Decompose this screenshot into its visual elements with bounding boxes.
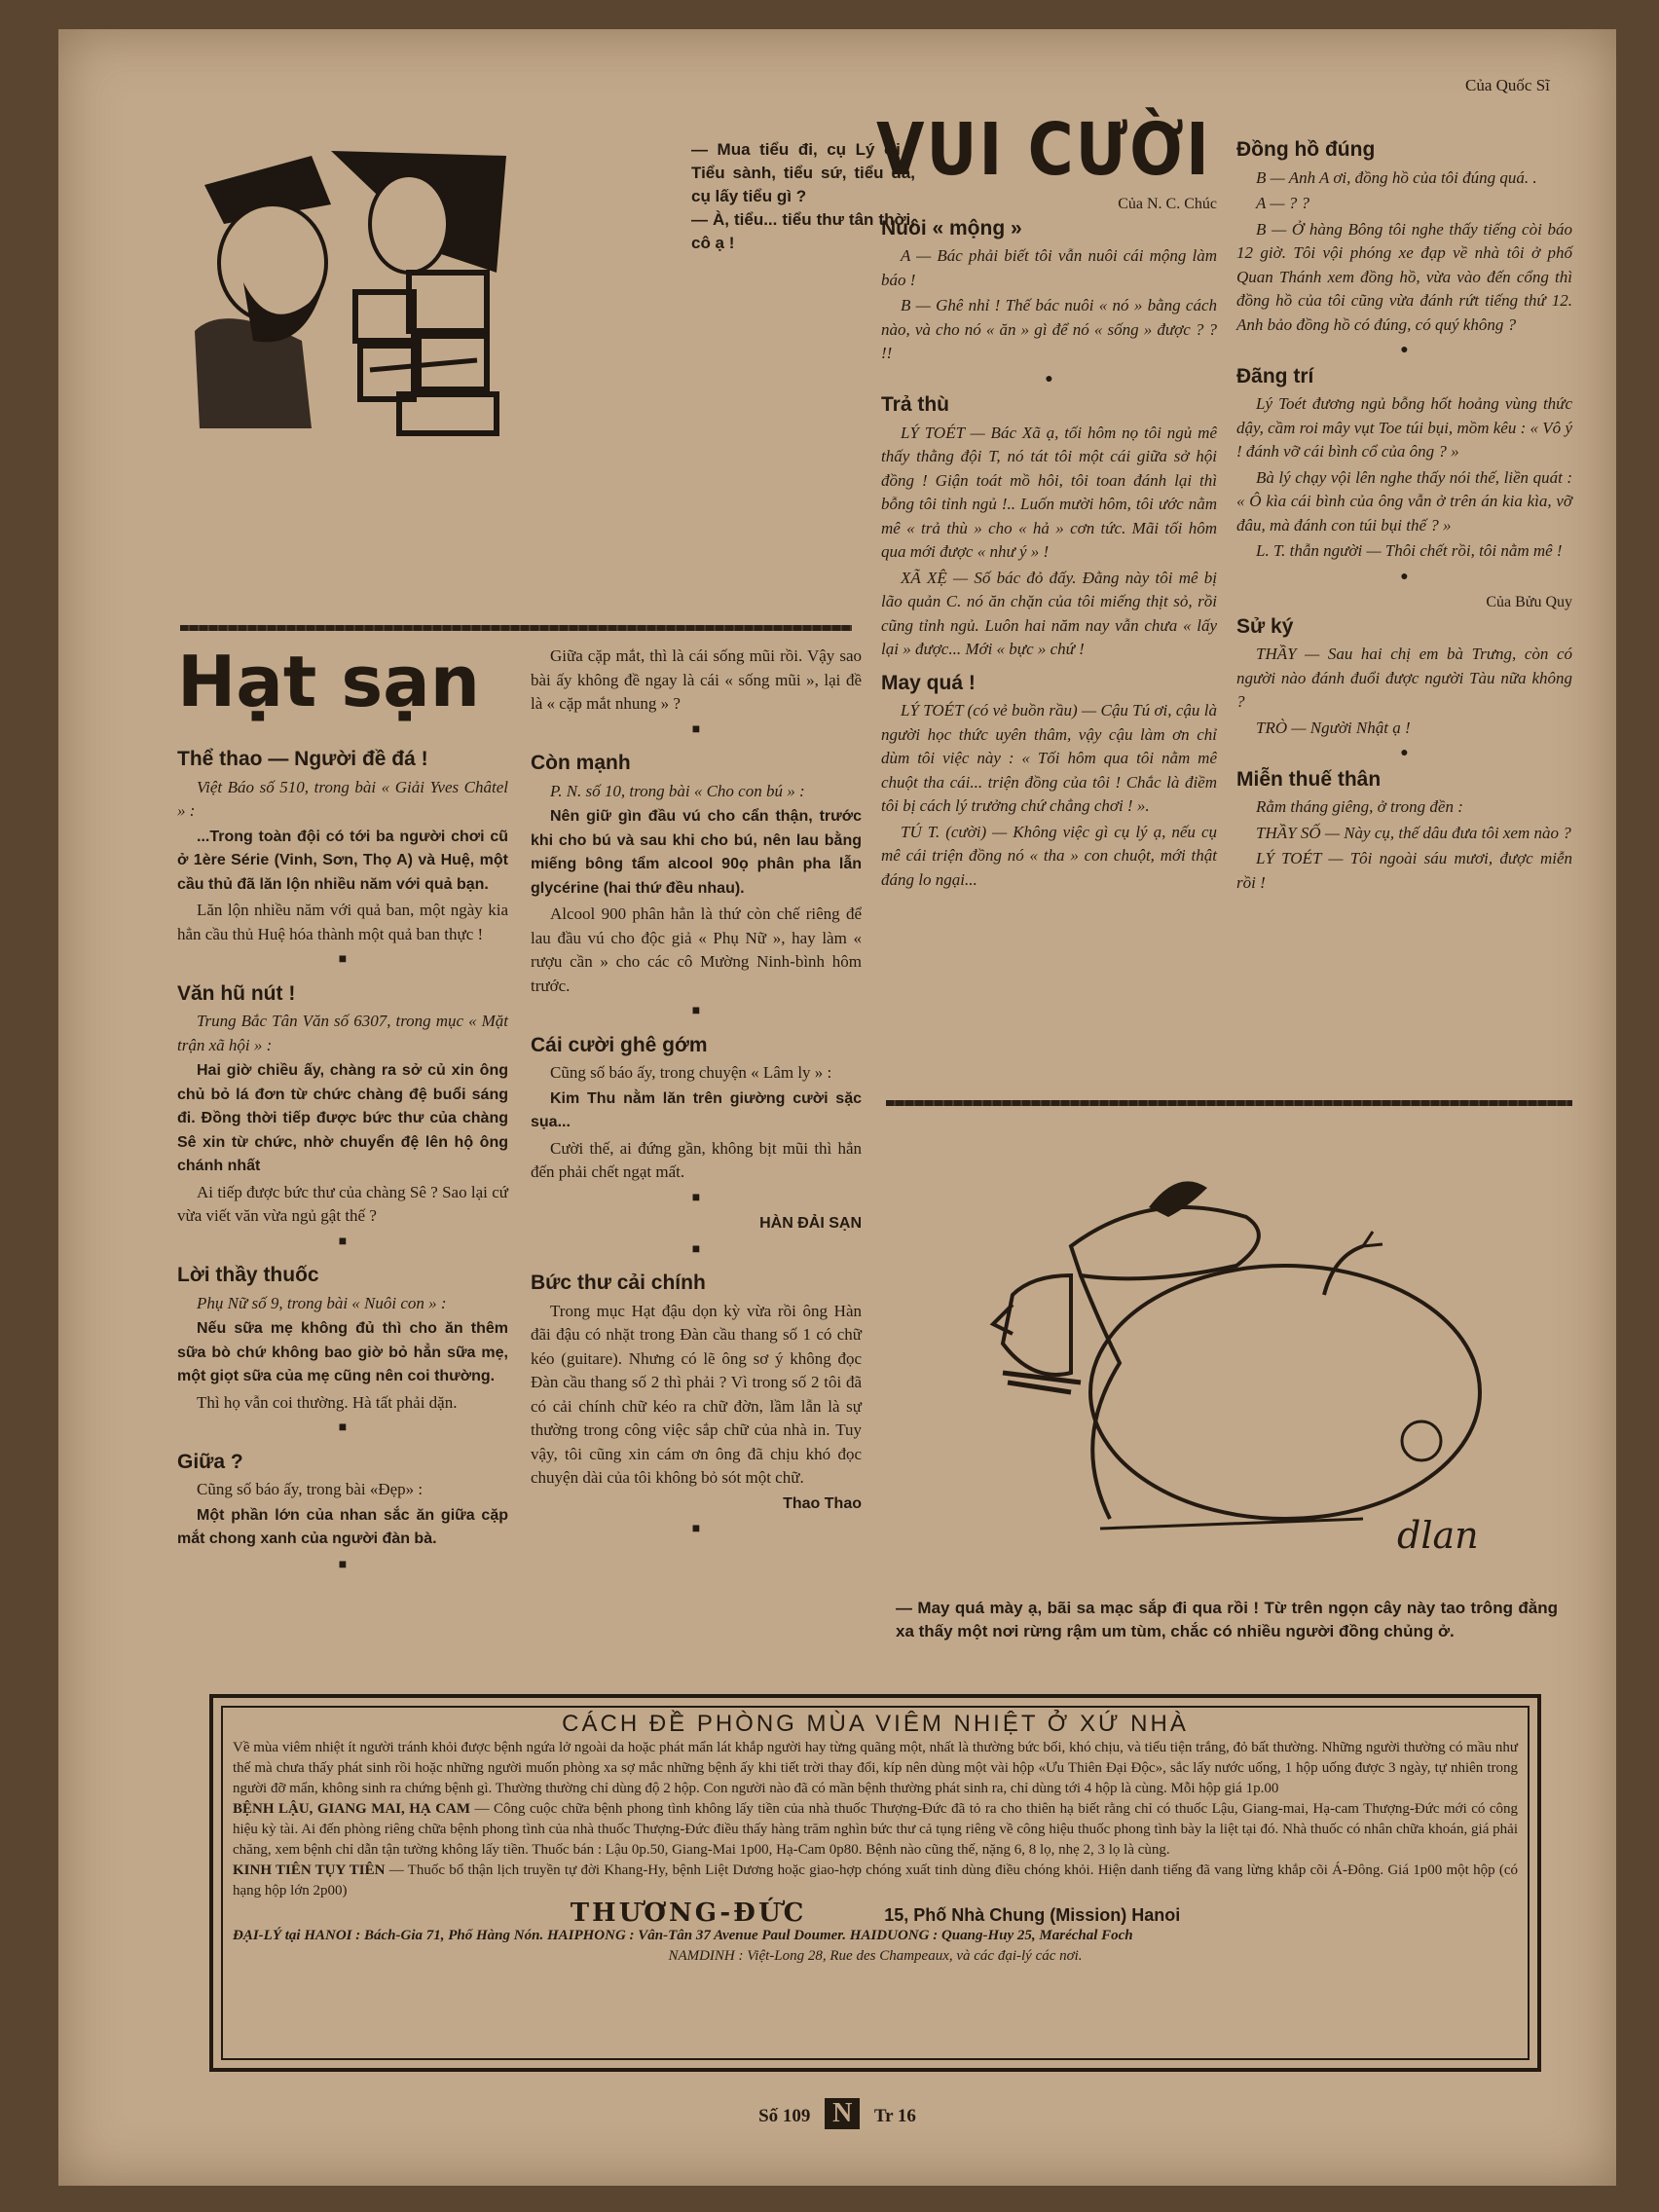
separator-dot: ● bbox=[1045, 371, 1053, 387]
paragraph: Ai tiếp được bức thư của chàng Sê ? Sao lại cứ vừa viết văn vừa ngủ gật thế ? bbox=[177, 1182, 508, 1225]
paragraph: L. T. thẫn người — Thôi chết rồi, tôi nằm mê ! bbox=[1256, 541, 1563, 560]
su-ky-byline: Của Bửu Quy bbox=[1486, 594, 1572, 610]
paragraph: THẦY SỐ — Này cụ, thế dâu đưa tôi xem nào ? bbox=[1256, 823, 1571, 842]
cartoon-signature: dlan bbox=[1397, 1514, 1479, 1557]
paragraph: TRÒ — Người Nhật ạ ! bbox=[1256, 718, 1411, 737]
paragraph: Giữa cặp mắt, thì là cái sống mũi rồi. Vậy sao bài ấy không đề ngay là cái « sống mũi », lại đề là « cặp mắt nhung » ? bbox=[531, 646, 862, 713]
separator-dot: ● bbox=[1400, 569, 1409, 584]
separator-square: ■ bbox=[338, 1234, 348, 1249]
paragraph: LÝ TOÉT — Tôi ngoài sáu mươi, được miễn rồi ! bbox=[1236, 849, 1572, 892]
paragraph: Alcool 900 phân hẳn là thứ còn chế riêng để lau đầu vú cho độc giả « Phụ Nữ », hay làm « rượu cần » cho các cô Mường Ninh-bình hôm trước. bbox=[531, 904, 862, 995]
paragraph: Nên giữ gìn đầu vú cho cẩn thận, trước khi cho bú và sau khi cho bú, nên lau bằng miếng bông tẩm alcool 90ọ phân pha lẫn glycérine (hai thứ đều nhau). bbox=[531, 808, 862, 897]
page-footer bbox=[58, 2098, 1616, 2129]
paragraph: B — Anh A ơi, đồng hồ của tôi đúng quá. . bbox=[1256, 167, 1537, 187]
paragraph: B — Ghê nhỉ ! Thế bác nuôi « nó » bằng cách nào, và cho nó « ăn » gì để nó « sống » được ? ? !! bbox=[881, 296, 1217, 362]
author-signature: Thao Thao bbox=[783, 1494, 862, 1512]
paragraph: A — Bác phải biết tôi vẫn nuôi cái mộng làm báo ! bbox=[881, 246, 1217, 289]
ad-paragraph-3 bbox=[233, 1861, 1518, 1901]
paragraph: XÃ XỆ — Số bác đỏ đấy. Đằng này tôi mê bị lão quản C. nó ăn chặn của tôi miếng thịt sỏ, rồi cũng tỉnh ngủ. Luôn hai năm nay vẫn chưa « lấy lại » được... Mới « bực » chứ ! bbox=[881, 568, 1217, 658]
paragraph: Cũng số báo ấy, trong chuyện « Lâm ly » : bbox=[550, 1063, 832, 1082]
section-heading: Trả thù bbox=[881, 393, 950, 416]
separator-square: ■ bbox=[691, 721, 701, 737]
paragraph: Lăn lộn nhiều năm với quả ban, một ngày kia hẳn cầu thủ Huệ hóa thành một quả ban thực ! bbox=[177, 901, 508, 943]
paragraph: TÚ T. (cười) — Không việc gì cụ lý ạ, nếu cụ mê cái triện đồng nó « tha » con chuột, mới thật đáng lo ngại... bbox=[881, 822, 1217, 889]
paragraph: Cười thế, ai đứng gần, không bịt mũi thì hẳn đến phải chết ngạt mất. bbox=[531, 1138, 862, 1181]
ad-agents-2: NAMDINH : Việt-Long 28, Rue des Champeaux, và các đại-lý các nơi. bbox=[668, 1948, 1083, 1964]
ad-address: 15, Phố Nhà Chung (Mission) Hanoi bbox=[884, 1905, 1181, 1925]
separator-dot: ● bbox=[1400, 343, 1409, 357]
separator-square: ■ bbox=[338, 952, 348, 967]
divider-rule bbox=[886, 1100, 1572, 1106]
dialogue-line-2: — À, tiểu... tiểu thư tân thời, cô ạ ! bbox=[691, 210, 915, 252]
paragraph: Rằm tháng giêng, ở trong đền : bbox=[1256, 797, 1463, 816]
section-heading: Giữa ? bbox=[177, 1450, 243, 1473]
section-heading: Sử ký bbox=[1236, 614, 1294, 638]
magazine-page bbox=[58, 29, 1616, 2186]
ad-agents-1: ĐẠI-LÝ tại HANOI : Bách-Gia 71, Phố Hàng Nón. HAIPHONG : Vân-Tân 37 Avenue Paul Doumer. HAIDUONG : Quang-Huy 25, Maréchal Foch bbox=[233, 1928, 1133, 1943]
vui-cuoi-byline: Của N. C. Chúc bbox=[1118, 196, 1217, 212]
paragraph: Kim Thu nằm lăn trên giường cười sặc sụa... bbox=[531, 1089, 862, 1130]
paragraph: Việt Báo số 510, trong bài « Giải Yves Châtel » : bbox=[177, 777, 508, 820]
hat-san-title: Hạt sạn bbox=[177, 641, 481, 722]
hat-san-column-1 bbox=[177, 738, 508, 1579]
separator-square: ■ bbox=[691, 1522, 701, 1536]
section-heading: May quá ! bbox=[881, 671, 976, 694]
paragraph: LÝ TOÉT — Bác Xã ạ, tối hôm nọ tôi ngủ mê thấy thằng đội T, nó tát tôi một cái giữa sở hội đồng ! Giận toát mồ hôi, tôi toan đánh lại thì bỗng tôi tỉnh ngủ !.. Luốn mười hôm, tôi ước nằm mê « trả thù » cho « hả » cơn tức. Mãi tối hôm qua mới được « như ý » ! bbox=[881, 423, 1217, 561]
separator-square: ■ bbox=[691, 1004, 701, 1018]
section-heading: Thể thao — Người đề đá ! bbox=[177, 748, 428, 770]
page-number: Tr 16 bbox=[873, 2106, 916, 2126]
author-signature: HÀN ĐẢI SẠN bbox=[759, 1215, 862, 1232]
paragraph: Trung Bắc Tân Văn số 6307, trong mục « Mặt trận xã hội » : bbox=[177, 1012, 508, 1054]
section-heading: Bức thư cải chính bbox=[531, 1272, 706, 1294]
ad-brand-row bbox=[233, 1899, 1518, 1928]
section-heading: Văn hũ nút ! bbox=[177, 981, 296, 1005]
cartoon-caption: — May quá mày ạ, bãi sa mạc sắp đi qua rồi ! Từ trên ngọn cây này tao trông đằng xa thấy một nơi rừng rậm um tùm, chắc có nhiều người đồng chủng ở. bbox=[896, 1599, 1558, 1641]
paragraph: Thì họ vẫn coi thường. Hà tất phải dặn. bbox=[197, 1392, 458, 1412]
issue-number: Số 109 bbox=[758, 2106, 811, 2126]
ad-text: — Thuốc bổ thận lịch truyền tự đời Khang-Hy, bệnh Liệt Dương hoặc giao-hợp chóng xuất tinh dùng điều chóng khỏi. Hiện danh tiếng đã vang lừng khắp cõi Á-Đông. Giá 1p00 một hộp (có hạng hộp lớn 2p00) bbox=[233, 1862, 1519, 1899]
section-heading: Còn mạnh bbox=[531, 752, 631, 774]
section-heading: Miễn thuế thân bbox=[1236, 767, 1382, 791]
divider-rule bbox=[180, 625, 852, 631]
separator-square: ■ bbox=[338, 1420, 348, 1435]
paragraph: LÝ TOÉT (có vẻ buồn rầu) — Cậu Tú ơi, cậu là người học thức uyên thâm, vậy cậu làm ơn chỉ dùm tôi việc này : « Tối hôm qua tôi nằm mê chuột tha cái... triện đồng của tôi ! Chắc là điềm tôi bị cách lý trưởng chứ chẳng chơi ! ». bbox=[881, 701, 1217, 815]
ad-title: CÁCH ĐỀ PHÒNG MÙA VIÊM NHIỆT Ở XỨ NHÀ bbox=[562, 1711, 1189, 1737]
ad-paragraph-1: Về mùa viêm nhiệt ít người tránh khỏi được bệnh ngứa lở ngoài da hoặc phát mẩn lát khắp người hay từng quãng một, nhất là thường bức bối, khó chịu, và tiểu tiện trắng, đỏ bất thường. Những người thường có mầu như thế mà chưa thấy phát sinh rồi hoặc những người muốn phòng xa sợ mắc những bệnh ấy khi tiết trời thay đổi, kíp nên dùng một vài hộp «Ưu Thiên Đại Độc», sắc lấy nước uống, 1 hộp uống được 3 ngày, tự nhiên trong người đỡ mẩn, không sinh ra chứng bệnh gì. Thường thường chỉ dùng độ 2 hộp. Con người nào đã có mần bệnh thường phát sinh ra, chỉ dùng tới 4 hộp là cùng. Mỗi hộp giá 1p.00 bbox=[233, 1740, 1518, 1796]
vendor-cartoon-illustration bbox=[185, 146, 516, 438]
ad-heading: BỆNH LẬU, GIANG MAI, HẠ CAM bbox=[233, 1801, 471, 1817]
ad-paragraph-2 bbox=[233, 1799, 1518, 1861]
paragraph: THẦY — Sau hai chị em bà Trưng, còn có người nào đánh đuổi được người Tàu nữa không ? bbox=[1236, 645, 1572, 711]
section-heading: Đãng trí bbox=[1236, 364, 1314, 387]
hat-san-column-2 bbox=[531, 645, 862, 1544]
ad-text: — Công cuộc chữa bệnh phong tình không lấy tiền của nhà thuốc Thượng-Đức đã tỏ ra cho thiên hạ biết rằng chỉ có thuốc Lậu, Giang-mai, Hạ-cam Thượng-Đức mới có công hiệu kỳ tài. Ai đến phòng riêng chữa bệnh phong tình của nhà thuốc Thượng-Đức điều thấy hàng trăm nghìn bức thư cả tụng riêng về công hiệu thuốc phong tình bày la liệt tại đó. Nhà thuốc có nhân chữa khoán, giá phải chăng, xem bệnh chỉ dẫn tận tường không lấy tiền. Thuốc bán : Lậu 0p.50, Giang-Mai 1p00, Hạ-Cam 0p80. Bệnh nào cũng thế, nặng 6, 8 lọ, nhẹ 2, 3 lọ là cùng. bbox=[233, 1801, 1519, 1858]
separator-square: ■ bbox=[691, 1190, 701, 1205]
section-heading: Đồng hồ đúng bbox=[1236, 138, 1376, 161]
paragraph: A — ? ? bbox=[1256, 194, 1309, 212]
paragraph: P. N. số 10, trong bài « Cho con bú » : bbox=[550, 781, 805, 800]
right-column bbox=[1236, 138, 1572, 897]
vui-cuoi-column bbox=[881, 193, 1217, 894]
paragraph: B — Ở hàng Bông tôi nghe thấy tiếng còi báo 12 giờ. Tôi vội phóng xe đạp về nhà tôi ở phố Quan Thánh xem đồng hồ, vừa vào đến cổng thì đồng hồ của tôi cũng vừa đánh rứt tiếng thứ 12. Anh bảo đồng hồ có đúng, có quý không ? bbox=[1236, 219, 1572, 334]
separator-square: ■ bbox=[338, 1557, 348, 1572]
paragraph: Lý Toét đương ngủ bỗng hốt hoảng vùng thức dậy, cầm roi mây vụt Toe túi bụi, mồm kêu : « Vô ý ! đánh vỡ cái bình cổ của ông ? » bbox=[1236, 394, 1572, 461]
magazine-logo: N bbox=[825, 2098, 860, 2129]
separator-dot: ● bbox=[1400, 746, 1409, 760]
ad-heading: KINH TIÊN TỤY TIÊN bbox=[233, 1862, 386, 1878]
paragraph: Nếu sữa mẹ không đủ thì cho ăn thêm sữa bò chứ không bao giờ bỏ hẳn sữa mẹ, một giọt sữa của mẹ cũng nên coi thường. bbox=[177, 1320, 508, 1384]
paragraph: Phụ Nữ số 9, trong bài « Nuôi con » : bbox=[197, 1293, 447, 1312]
running-cartoon-illustration bbox=[954, 1149, 1558, 1577]
vui-cuoi-title: VUI CƯỜI bbox=[876, 109, 1211, 193]
paragraph: Trong mục Hạt đậu dọn kỳ vừa rồi ông Hàn đãi đậu có nhặt trong Đàn cầu thang số 1 có chữ kéo (guitare). Nhưng có lẽ ông sơ ý không đọc Đàn cầu thang số 2 thì phải ? Vì trong số 2 tôi đã có cải chính chữ kéo ra chữ đờn, lầm lẫn là sự thường trong công việc sắp chữ của nhà in. Tuy vậy, tôi cũng xin cám ơn ông đã chịu khó đọc chuyện dài của tôi không bỏ sót một chữ. bbox=[531, 1301, 862, 1487]
paragraph: Một phần lớn của nhan sắc ăn giữa cặp mắt chong xanh của người đàn bà. bbox=[177, 1506, 508, 1547]
corner-credit: Của Quốc Sĩ bbox=[1465, 76, 1550, 94]
paragraph: Bà lý chạy vội lên nghe thấy nói thế, liền quát : « Ô kìa cái bình của ông vẫn ở trên án kia kìa, vỡ đâu, mà đánh con túi bụi thế ? » bbox=[1236, 467, 1572, 535]
section-heading: Cái cười ghê gớm bbox=[531, 1033, 708, 1056]
separator-square: ■ bbox=[691, 1241, 701, 1257]
paragraph: Hai giờ chiều ấy, chàng ra sở củ xin ông chủ bỏ lá đơn từ chức chàng đệ buổi sáng đi. Đồng thời tiếp được bức thư của chàng Sê xin từ chức, nhờ chuyển đệ lên hộ ông chánh nhất bbox=[177, 1062, 508, 1174]
paragraph: ...Trong toàn đội có tới ba người chơi cũ ở 1ère Série (Vinh, Sơn, Thọ A) và Huệ, một cầu thủ đã lăn lộn nhiều năm với quả bạn. bbox=[177, 828, 508, 893]
pharmacy-advertisement bbox=[209, 1694, 1541, 2072]
section-heading: Lời thầy thuốc bbox=[177, 1264, 319, 1286]
dialogue-line-1: — Mua tiểu đi, cụ Lý ơi ! Tiểu sành, tiểu sứ, tiểu đá, cụ lấy tiểu gì ? bbox=[691, 140, 915, 205]
ad-brand: THƯƠNG-ĐỨC bbox=[570, 1899, 807, 1928]
section-heading: Nuôi « mộng » bbox=[881, 216, 1022, 240]
paragraph: Cũng số báo ấy, trong bài «Đẹp» : bbox=[197, 1480, 424, 1498]
